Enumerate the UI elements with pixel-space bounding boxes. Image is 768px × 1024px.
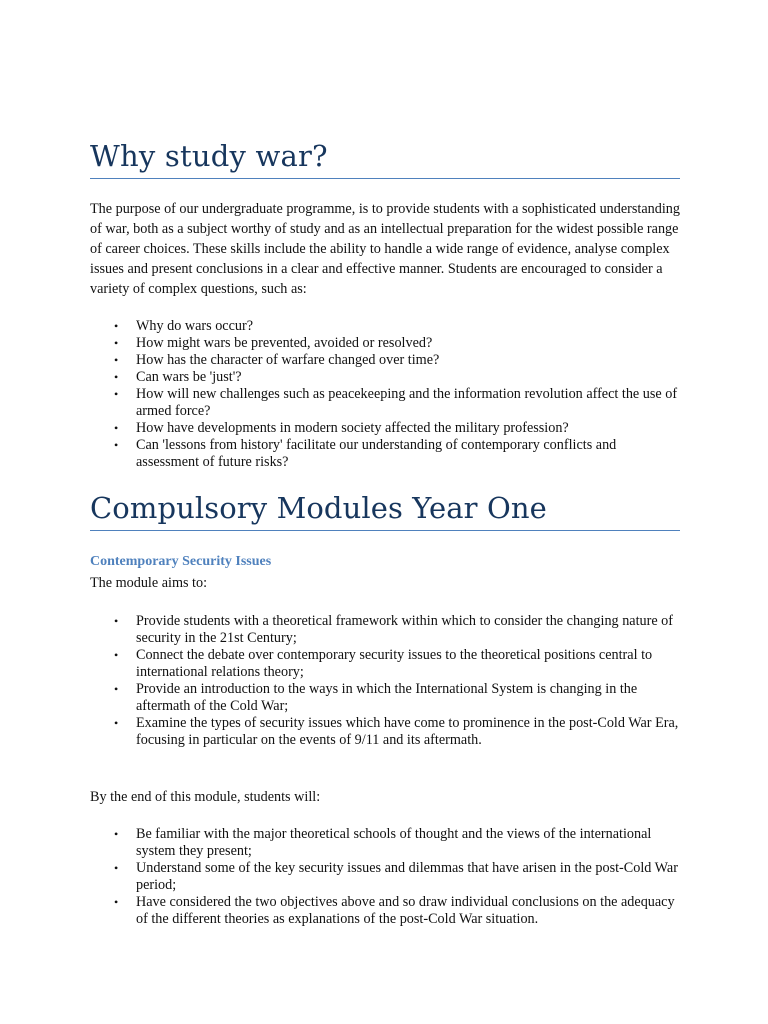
list-item: • Examine the types of security issues which have come to prominence in the post-Cold War Era, focusing in particular on the events of 9/11 and its aftermath. xyxy=(114,715,679,748)
bullet-icon: • xyxy=(114,421,119,435)
list-item: • Have considered the two objectives above and so draw individual conclusions on the adequacy of the different theories as explanations of the post-Cold War situation. xyxy=(114,894,675,927)
list-item: • Connect the debate over contemporary security issues to the theoretical positions central to international relations theory; xyxy=(114,647,653,680)
module-title: Contemporary Security Issues xyxy=(90,554,272,569)
bullet-icon: • xyxy=(114,614,119,628)
questions-list xyxy=(90,318,680,471)
heading-compulsory-modules: Compulsory Modules Year One xyxy=(90,494,680,531)
bullet-icon: • xyxy=(114,827,119,841)
list-item: • How have developments in modern society affected the military profession? xyxy=(114,420,569,436)
bullet-icon: • xyxy=(114,682,119,696)
bullet-icon: • xyxy=(114,353,119,367)
bullet-icon: • xyxy=(114,336,119,350)
aims-list xyxy=(90,613,680,749)
intro-paragraph: The purpose of our undergraduate programme, is to provide students with a sophisticated understanding of war, both as a subject worthy of study and as an intellectual preparation for the widest possible range of career choices. These skills include the ability to handle a wide range of evidence, analyse complex issues and present conclusions in a clear and effective manner. Students are encouraged to consider a variety of complex questions, such as: xyxy=(90,201,680,297)
bullet-icon: • xyxy=(114,438,119,452)
heading-why-study-war: Why study war? xyxy=(90,142,680,179)
list-item: • Provide an introduction to the ways in which the International System is changing in the aftermath of the Cold War; xyxy=(114,681,638,714)
bullet-icon: • xyxy=(114,716,119,730)
bullet-icon: • xyxy=(114,370,119,384)
bullet-icon: • xyxy=(114,861,119,875)
list-item: • Provide students with a theoretical framework within which to consider the changing nature of security in the 21st Century; xyxy=(114,613,674,646)
bullet-icon: • xyxy=(114,895,119,909)
bullet-icon: • xyxy=(114,319,119,333)
list-item: • Be familiar with the major theoretical schools of thought and the views of the international system they present; xyxy=(114,826,652,859)
list-item: • Understand some of the key security issues and dilemmas that have arisen in the post-Cold War period; xyxy=(114,860,678,893)
list-item: • Can wars be 'just'? xyxy=(114,369,242,385)
list-item: • Why do wars occur? xyxy=(114,318,253,334)
list-item: • Can 'lessons from history' facilitate our understanding of contemporary conflicts and assessment of future risks? xyxy=(114,437,617,470)
list-item: • How will new challenges such as peacekeeping and the information revolution affect the use of armed force? xyxy=(114,386,678,419)
aims-intro: The module aims to: xyxy=(90,575,208,591)
outcomes-intro: By the end of this module, students will: xyxy=(90,789,321,805)
list-item: • How has the character of warfare changed over time? xyxy=(114,352,440,368)
bullet-icon: • xyxy=(114,648,119,662)
list-item: • How might wars be prevented, avoided or resolved? xyxy=(114,335,433,351)
outcomes-list xyxy=(90,826,680,928)
bullet-icon: • xyxy=(114,387,119,401)
